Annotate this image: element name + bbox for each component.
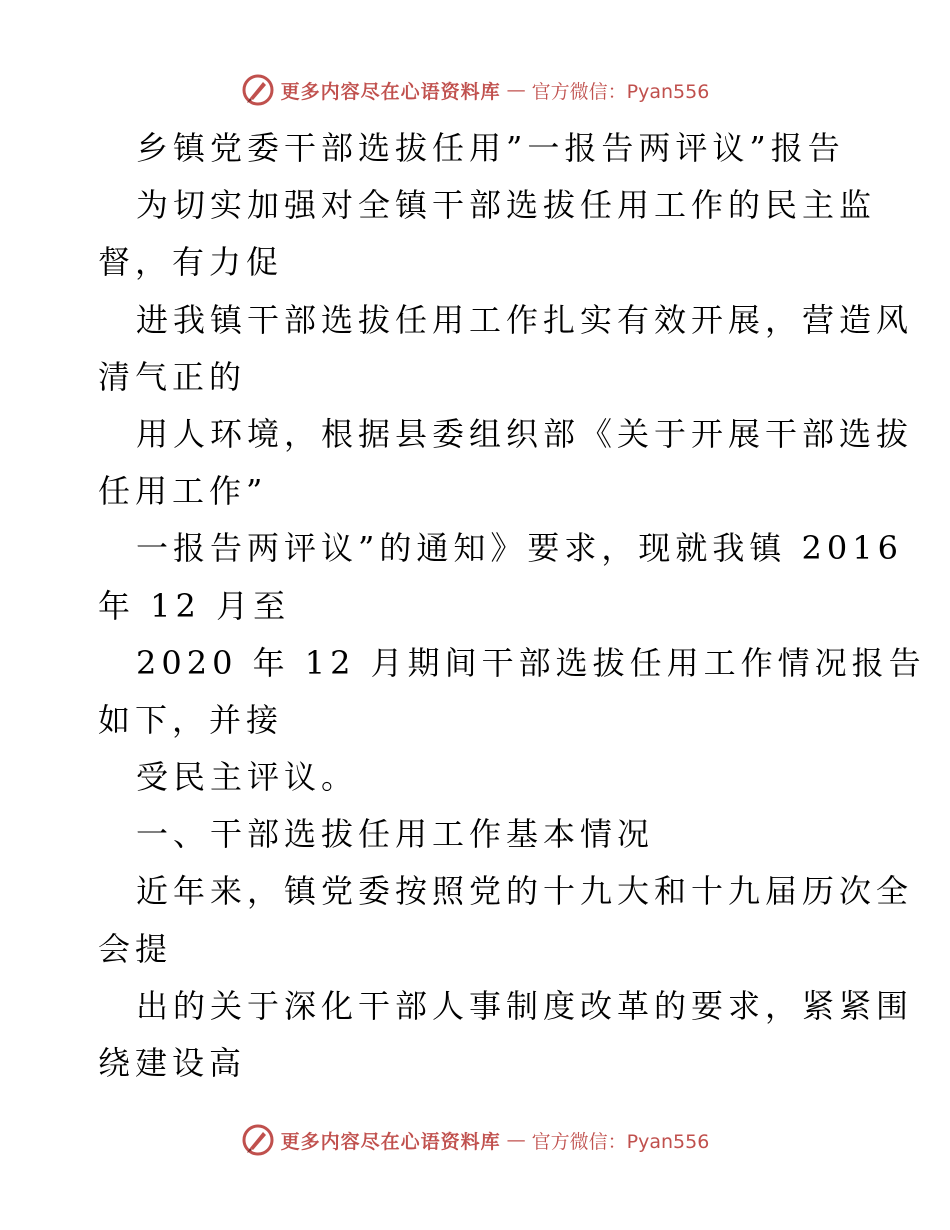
banner-text: 更多内容尽在心语资料库 <box>280 80 501 103</box>
banner-separator: — <box>506 79 526 101</box>
header-watermark-banner <box>0 70 950 110</box>
banner-text: 更多内容尽在心语资料库 <box>280 1130 501 1153</box>
footer-watermark-banner <box>0 1120 950 1160</box>
banner-contact: 官方微信：Pyan556 <box>531 1130 710 1153</box>
document-line: 清气正的 <box>98 357 247 396</box>
feather-pen-logo-icon <box>241 73 275 107</box>
document-line: 出的关于深化干部人事制度改革的要求，紧紧围 <box>136 986 914 1025</box>
document-line: 年 12 月至 <box>98 586 291 625</box>
document-line: 一、干部选拔任用工作基本情况 <box>136 815 655 854</box>
document-line: 乡镇党委干部选拔任用”一报告两评议”报告 <box>136 129 845 167</box>
document-line: 为切实加强对全镇干部选拔任用工作的民主监 <box>136 186 877 225</box>
document-line: 任用工作” <box>98 472 268 511</box>
banner-separator: — <box>506 1129 526 1151</box>
document-line: 绕建设高 <box>98 1044 247 1082</box>
document-line: 督，有力促 <box>98 243 284 282</box>
document-line: 2020 年 12 月期间干部选拔任用工作情况报告 <box>136 643 926 682</box>
document-line: 受民主评议。 <box>136 758 359 797</box>
banner-contact: 官方微信：Pyan556 <box>531 80 710 103</box>
document-line: 一报告两评议”的通知》要求，现就我镇 2016 <box>136 529 903 568</box>
document-line: 用人环境，根据县委组织部《关于开展干部选拔 <box>136 414 914 453</box>
document-line: 如下，并接 <box>98 700 284 739</box>
document-body <box>98 120 926 1092</box>
document-line: 近年来，镇党委按照党的十九大和十九届历次全 <box>136 872 914 911</box>
feather-pen-logo-icon <box>241 1123 275 1157</box>
document-line: 会提 <box>98 929 173 968</box>
document-line: 进我镇干部选拔任用工作扎实有效开展，营造风 <box>136 300 914 339</box>
